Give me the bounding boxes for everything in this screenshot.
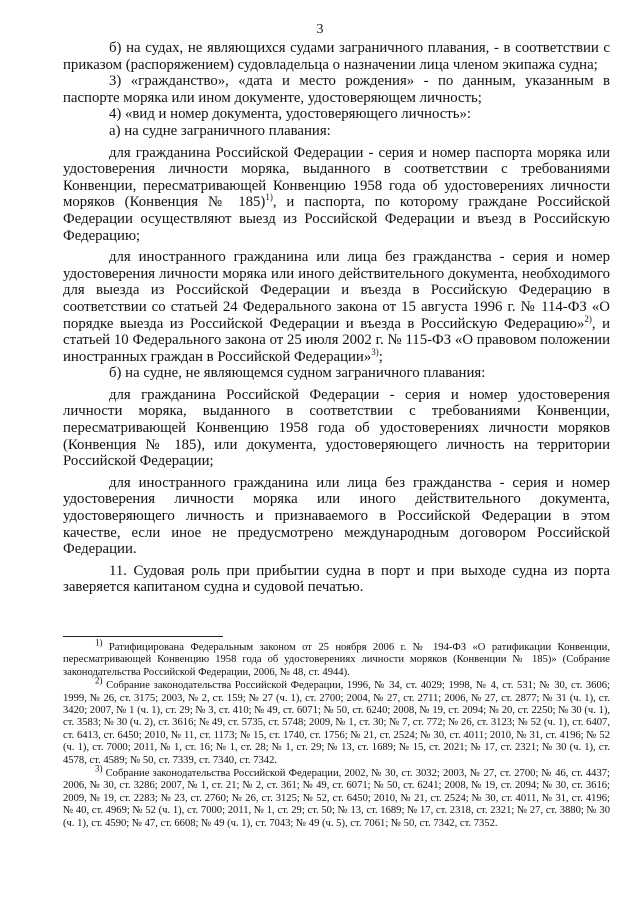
paragraph-1: б) на судах, не являющихся судами заграничного плавания, - в соответствии с приказом (распоряжением) судовладельца о назначении лица членом экипажа судна;	[63, 40, 610, 73]
document-body	[63, 40, 610, 596]
footnote-text-1: Ратифицирована Федеральным законом от 25 ноября 2006 г. № 194-ФЗ «О ратификации Конвенции, пересматривающей Конвенцию 1958 года об удостоверениях личности моряков (Конвенции № 185)» (Собрание законодательства Российской Федерации, 2006, № 48, ст. 4944).	[63, 642, 610, 678]
paragraph-6-cont: , и статьей 10 Федерального закона от 25 июля 2002 г. № 115-ФЗ «О правовом положении иностранных граждан в Российской Федерации»	[63, 315, 610, 365]
footnote-ref-2: 2)	[584, 313, 592, 324]
footnotes	[63, 637, 610, 830]
paragraph-5	[63, 145, 610, 245]
paragraph-3: 4) «вид и номер документа, удостоверяющего личность»:	[109, 106, 472, 123]
footnote-3	[63, 763, 610, 830]
footnote-mark-3: 3)	[95, 763, 103, 774]
footnote-ref-1: 1)	[265, 192, 273, 203]
page-number: 3	[316, 22, 324, 37]
footnote-mark-1: 1)	[95, 637, 103, 648]
footnote-1	[63, 637, 610, 679]
paragraph-2: 3) «гражданство», «дата и место рождения» - по данным, указанным в паспорте моряка или ином документе, удостоверяющем личность;	[63, 73, 610, 106]
paragraph-10: 11. Судовая роль при прибытии судна в порт и при выходе судна из порта заверяется капитаном судна и судовой печатью.	[63, 562, 610, 596]
paragraph-9: для иностранного гражданина или лица без гражданства - серия и номер удостоверения личности моряка или иного действительного документа, удостоверяющего личность и признаваемого в Российской Федерации в этом качестве, если иное не предусмотрено международным договором Российской Федерации.	[63, 474, 610, 558]
footnote-text-2: Собрание законодательства Российской Федерации, 1996, № 34, ст. 4029; 1998, № 4, ст. 531; № 30, ст. 3606; 1999, № 26, ст. 3175; 2003, № 2, ст. 159; № 27 (ч. 1), ст. 2700; 2004, № 27, ст. 2711; 2006, № 27, ст. 2877; № 31 (ч. 1), ст. 3420; 2007, № 1 (ч. 1), ст. 29; № 3, ст. 410; № 49, ст. 6071; № 50, ст. 6240; 2008, № 19, ст. 2094; № 20, ст. 2250; № 30 (ч. 1), ст. 3583; № 30 (ч. 2), ст. 3616; № 49, ст. 5735, ст. 5748; 2009, № 1, ст. 30; № 7, ст. 772; № 26, ст. 3123; № 52 (ч. 1), ст. 6407, ст. 6413, ст. 6450; 2010, № 11, ст. 1173; № 15, ст. 1740, ст. 1756; № 21, ст. 2524; № 30, ст. 4011; 2010, № 31, ст. 4196; № 52 (ч. 1), ст. 7000; 2011, № 1, ст. 16; № 1, ст. 28; № 1, ст. 29; № 13, ст. 1689; № 15, ст. 2021; № 17, ст. 2321; № 30 (ч. 1), ст. 4578, ст. 4589; № 50, ст. 7339, ст. 7340, ст. 7342.	[63, 680, 610, 766]
footnote-text-3: Собрание законодательства Российской Федерации, 2002, № 30, ст. 3032; 2003, № 27, ст. 2700; № 46, ст. 4437; 2006, № 30, ст. 3286; 2007, № 1, ст. 21; № 2, ст. 361; № 49, ст. 6071; № 50, ст. 6241; 2008, № 19, ст. 2094; № 30, ст. 3616; 2009, № 19, ст. 2283; № 23, ст. 2760; № 26, ст. 3125; № 52, ст. 6450; 2010, № 21, ст. 2524; № 30, ст. 4011, № 31, ст. 4196; № 40, ст. 4969; № 52 (ч. 1), ст. 7000; 2011, № 1, ст. 29; ст. 50; № 13, ст. 1689; № 17, ст. 2318, ст. 2321; № 27, ст. 3880; № 30 (ч. 1), ст. 4590; № 47, ст. 6608; № 49 (ч. 1), ст. 7043; № 49 (ч. 5), ст. 7061; № 50, ст. 7342, ст. 7352.	[63, 768, 610, 829]
paragraph-5-text: для гражданина Российской Федерации - серия и номер паспорта моряка или удостоверения личности моряка, выданного в соответствии с требованиями Конвенции, пересматривающей Конвенцию 1958 года об удостоверениях личности моряков (Конвенция № 185)	[63, 144, 610, 211]
footnote-ref-3: 3)	[371, 346, 379, 357]
footnote-mark-2: 2)	[95, 675, 103, 686]
footnote-2	[63, 675, 610, 767]
paragraph-6	[63, 249, 610, 365]
footnote-separator	[63, 636, 223, 637]
paragraph-6-end: ;	[378, 348, 383, 365]
paragraph-6-text: для иностранного гражданина или лица без гражданства - серия и номер удостоверения личности моряка или иного действительного документа, необходимого для выезда из Российской Федерации и въезда в Российскую Федерацию в соответствии со статьей 24 Федерального закона от 15 августа 1996 г. № 114-ФЗ «О порядке выезда из Российской Федерации и въезда в Российскую Федерацию»	[63, 249, 610, 332]
paragraph-5-cont: , и паспорта, по которому граждане Российской Федерации осуществляют выезд из Российской Федерации и въезд в Российскую Федерацию;	[63, 194, 610, 244]
paragraph-8: для гражданина Российской Федерации - серия и номер удостоверения личности моряка, выданного в соответствии с требованиями Конвенции, пересматривающей Конвенцию 1958 года об удостоверениях личности моряков (Конвенция № 185), или документа, удостоверяющего личность на территории Российской Федерации;	[63, 386, 610, 470]
paragraph-4: а) на судне заграничного плавания:	[109, 122, 331, 139]
paragraph-7: б) на судне, не являющемся судном заграничного плавания:	[109, 365, 486, 382]
